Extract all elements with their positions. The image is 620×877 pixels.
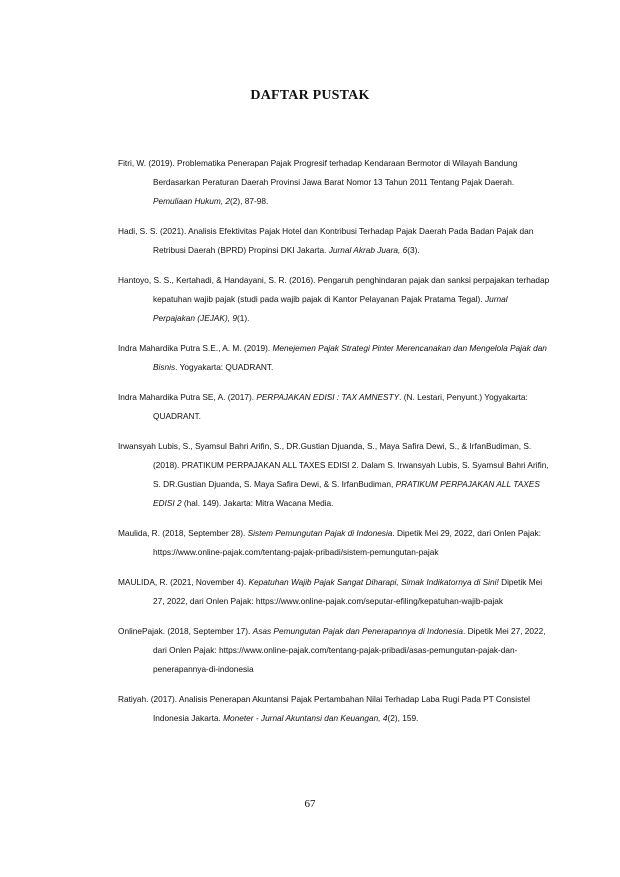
reference-italic: Kepatuhan Wajib Pajak Sangat Diharapi, Simak Indikatornya di Sini!	[248, 577, 499, 587]
reference-italic: PRATIKUM PERPAJAKAN ALL TAXES EDISI 2	[153, 479, 540, 508]
reference-italic: Pemuliaan Hukum, 2	[153, 196, 231, 206]
reference-text: (3).	[407, 245, 420, 255]
reference-text: Indra Mahardika Putra S.E., A. M. (2019).	[118, 343, 273, 353]
reference-entry	[118, 437, 550, 513]
reference-text: Hadi, S. S. (2021). Analisis Efektivitas Pajak Hotel dan Kontribusi Terhadap Pajak Daerah Pada Badan Pajak dan Retribusi Daerah (BPRD) Propinsi DKI Jakarta.	[118, 226, 534, 255]
reference-text: . Yogyakarta: QUADRANT.	[175, 362, 274, 372]
page-number: 67	[304, 798, 316, 810]
reference-text: OnlinePajak. (2018, September 17).	[118, 626, 253, 636]
page-title: DAFTAR PUSTAK	[250, 88, 370, 103]
reference-italic: Asas Pemungutan Pajak dan Penerapannya di Indonesia	[252, 626, 464, 636]
reference-italic: Moneter - Jurnal Akuntansi dan Keuangan, 4	[223, 713, 388, 723]
reference-italic: Menejemen Pajak Strategi Pinter Merencanakan dan Mengelola Pajak dan Bisnis	[153, 343, 547, 372]
reference-entry	[118, 524, 550, 562]
reference-italic: Jurnal Akrab Juara, 6	[328, 245, 408, 255]
reference-text: (hal. 149). Jakarta: Mitra Wacana Media.	[181, 498, 334, 508]
reference-entry	[118, 154, 550, 211]
reference-entry	[118, 388, 550, 426]
reference-entry	[118, 690, 550, 728]
reference-entry	[118, 222, 550, 260]
reference-text: (2), 87-98.	[230, 196, 269, 206]
reference-entry	[118, 573, 550, 611]
reference-text: Fitri, W. (2019). Problematika Penerapan Pajak Progresif terhadap Kendaraan Bermotor di Wilayah Bandung Berdasarkan Peraturan Daerah Provinsi Jawa Barat Nomor 13 Tahun 2011 Tentang Pajak Daerah.	[118, 158, 518, 187]
reference-text: (1).	[236, 313, 250, 323]
reference-text: . Dipetik Mei 29, 2022, dari Onlen Pajak: https://www.online-pajak.com/tentang-pajak-pribadi/sistem-pemungutan-pajak	[153, 528, 541, 557]
reference-text: MAULIDA, R. (2021, November 4).	[118, 577, 249, 587]
reference-italic: Jurnal Perpajakan (JEJAK), 9	[153, 294, 508, 323]
reference-italic: PERPAJAKAN EDISI : TAX AMNESTY	[256, 392, 400, 402]
reference-italic: Sistem Pemungutan Pajak di Indonesia	[247, 528, 393, 538]
reference-text: . (N. Lestari, Penyunt.) Yogyakarta: QUADRANT.	[153, 392, 528, 421]
reference-entry	[118, 622, 550, 679]
reference-text: (2), 159.	[387, 713, 419, 723]
reference-list	[118, 154, 550, 739]
reference-text: Hantoyo, S. S., Kertahadi, & Handayani, S. R. (2016). Pengaruh penghindaran pajak dan sanksi perpajakan terhadap kepatuhan wajib pajak (studi pada wajib pajak di Kantor Pelayanan Pajak Pratama Tegal).	[118, 275, 550, 304]
reference-entry	[118, 271, 550, 328]
reference-text: Indra Mahardika Putra SE, A. (2017).	[118, 392, 257, 402]
reference-text: Irwansyah Lubis, S., Syamsul Bahri Arifin, S., DR.Gustian Djuanda, S., Maya Safira Dewi, S., & IrfanBudiman, S. (2018). PRATIKUM PERPAJAKAN ALL TAXES EDISI 2. Dalam S. Irwansyah Lubis, S. Syamsul Bahri Arifin, S. DR.Gustian Djuanda, S. Maya Safira Dewi, & S. IrfanBudiman,	[118, 441, 549, 489]
reference-text: Maulida, R. (2018, September 28).	[118, 528, 248, 538]
reference-text: . Dipetik Mei 27, 2022, dari Onlen Pajak: https://www.online-pajak.com/tentang-pajak-pribadi/asas-pemungutan-pajak-dan-penerapannya-di-indonesia	[153, 626, 546, 674]
reference-text: Ratiyah. (2017). Analisis Penerapan Akuntansi Pajak Pertambahan Nilai Terhadap Laba Rugi Pada PT Consistel Indonesia Jakarta.	[118, 694, 531, 723]
reference-entry	[118, 339, 550, 377]
reference-text: Dipetik Mei 27, 2022, dari Onlen Pajak: https://www.online-pajak.com/seputar-efiling/kepatuhan-wajib-pajak	[153, 577, 543, 606]
